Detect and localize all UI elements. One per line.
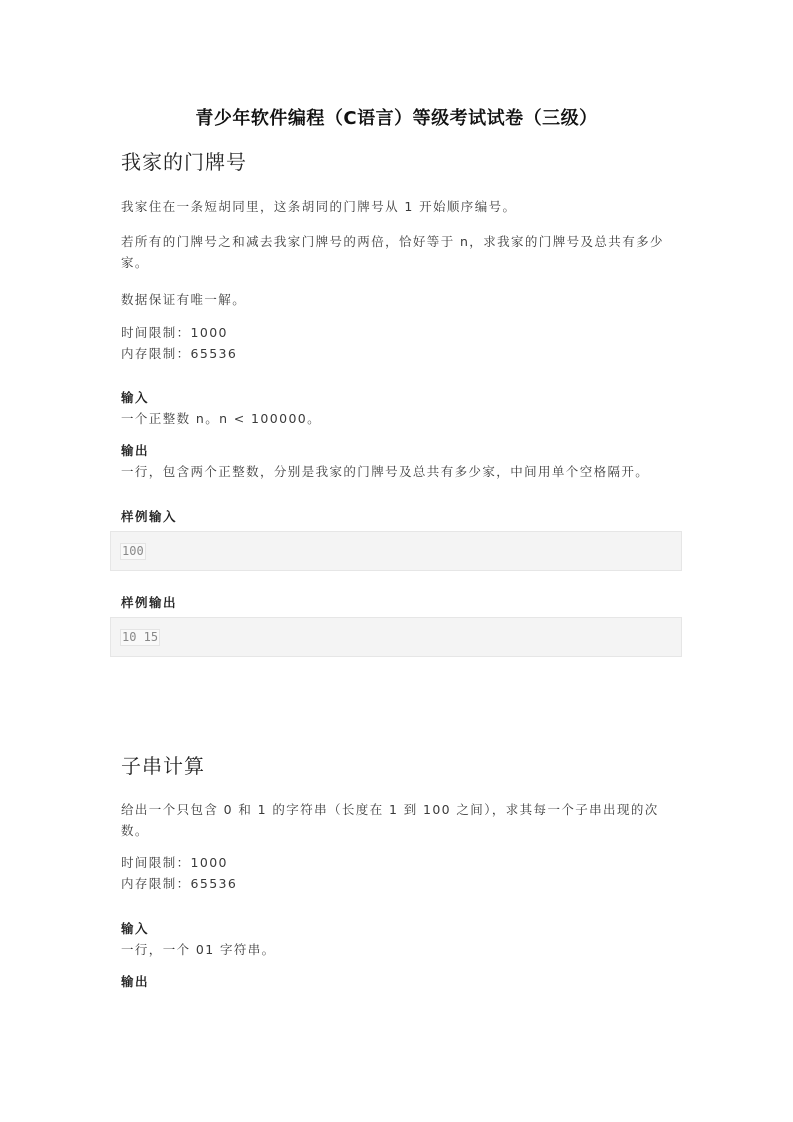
problem1-sample-input-box xyxy=(110,531,682,571)
problem2-time-limit: 时间限制：1000 xyxy=(121,855,228,870)
problem1-description-1: 我家住在一条短胡同里，这条胡同的门牌号从 1 开始顺序编号。 xyxy=(121,199,517,214)
problem1-input-label: 输入 xyxy=(121,390,150,405)
problem2-input-label: 输入 xyxy=(121,921,150,936)
problem1-sample-input-label: 样例输入 xyxy=(121,509,178,524)
problem2-memory-limit: 内存限制：65536 xyxy=(121,876,238,891)
problem2-input-description: 一行，一个 01 字符串。 xyxy=(121,942,276,957)
problem1-time-limit: 时间限制：1000 xyxy=(121,325,228,340)
problem1-sample-output-label: 样例输出 xyxy=(121,595,178,610)
problem2-description-1: 给出一个只包含 0 和 1 的字符串（长度在 1 到 100 之间），求其每一个子串出现的次数。 xyxy=(121,802,659,838)
document-title: 青少年软件编程（C语言）等级考试试卷（三级） xyxy=(195,108,598,129)
problem1-sample-input-code: 100 xyxy=(122,544,144,558)
problem2-output-label: 输出 xyxy=(121,974,150,989)
problem1-title: 我家的门牌号 xyxy=(121,150,247,174)
problem1-input-description: 一个正整数 n。n < 100000。 xyxy=(121,411,322,426)
problem1-sample-output-box xyxy=(110,617,682,657)
problem1-output-label: 输出 xyxy=(121,443,150,458)
problem2-title: 子串计算 xyxy=(121,754,205,778)
problem1-sample-output-code: 10 15 xyxy=(122,630,159,644)
problem1-memory-limit: 内存限制：65536 xyxy=(121,346,238,361)
problem1-output-description: 一行，包含两个正整数，分别是我家的门牌号及总共有多少家，中间用单个空格隔开。 xyxy=(121,464,650,479)
problem1-description-3: 数据保证有唯一解。 xyxy=(121,292,247,307)
problem1-description-2: 若所有的门牌号之和减去我家门牌号的两倍，恰好等于 n，求我家的门牌号及总共有多少家。 xyxy=(121,234,664,270)
